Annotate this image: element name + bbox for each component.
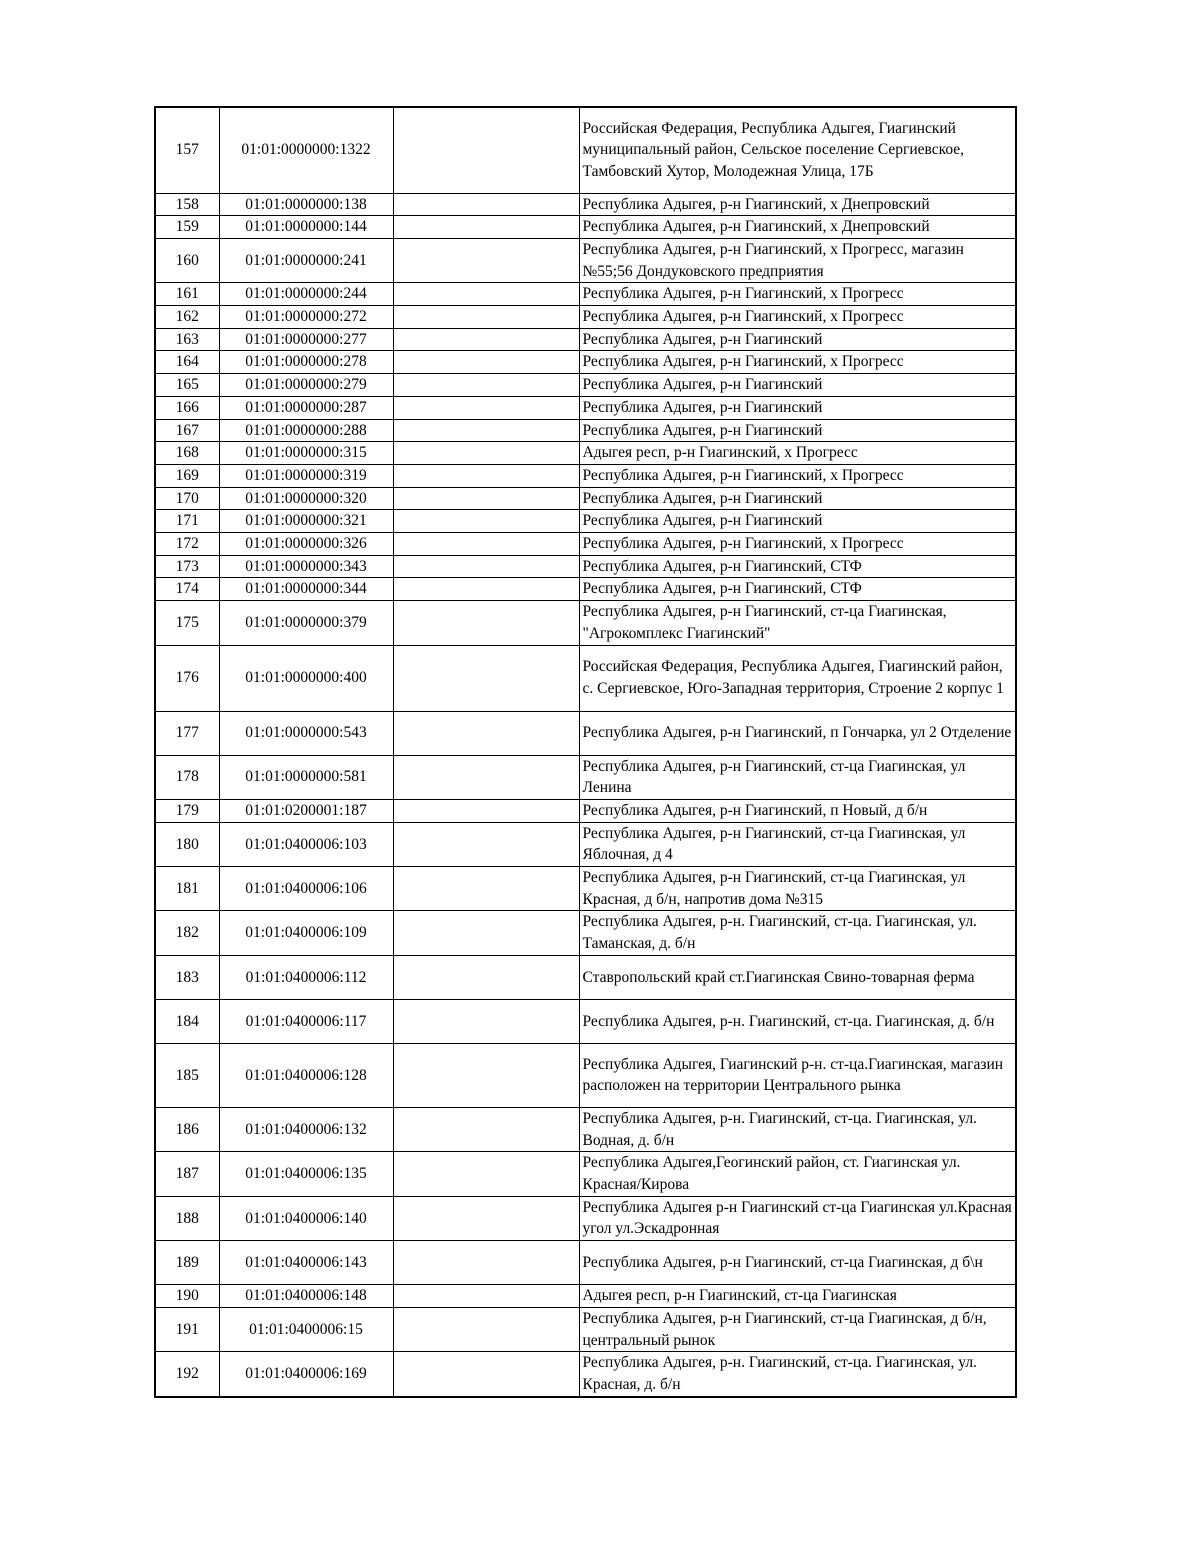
empty-cell [393, 464, 579, 487]
registry-table [154, 106, 1017, 1398]
table-row [155, 306, 1016, 329]
address-cell: Республика Адыгея, р-н Гиагинский, х Прогресс [579, 306, 1016, 329]
table-row [155, 193, 1016, 216]
address-cell: Республика Адыгея, р-н Гиагинский, х Днепровский [579, 216, 1016, 239]
address-cell: Республика Адыгея, р-н. Гиагинский, ст-ца. Гиагинская, ул. Таманская, д. б/н [579, 911, 1016, 955]
address-cell: Адыгея респ, р-н Гиагинский, ст-ца Гиагинская [579, 1285, 1016, 1308]
cadastral-number: 01:01:0000000:138 [219, 193, 393, 216]
row-number: 186 [155, 1107, 219, 1151]
address-cell: Республика Адыгея, р-н Гиагинский, х Прогресс [579, 464, 1016, 487]
address-cell: Российская Федерация, Республика Адыгея, Гиагинский район, с. Сергиевское, Юго-Западная территория, Строение 2 корпус 1 [579, 645, 1016, 711]
empty-cell [393, 419, 579, 442]
empty-cell [393, 1152, 579, 1196]
table-row [155, 419, 1016, 442]
address-cell: Республика Адыгея, р-н. Гиагинский, ст-ца. Гиагинская, ул. Водная, д. б/н [579, 1107, 1016, 1151]
cadastral-number: 01:01:0400006:148 [219, 1285, 393, 1308]
table-row [155, 328, 1016, 351]
row-number: 169 [155, 464, 219, 487]
empty-cell [393, 645, 579, 711]
address-cell: Республика Адыгея, р-н Гиагинский, п Гончарка, ул 2 Отделение [579, 711, 1016, 755]
empty-cell [393, 238, 579, 282]
row-number: 171 [155, 510, 219, 533]
address-cell: Республика Адыгея, р-н Гиагинский [579, 419, 1016, 442]
table-row [155, 799, 1016, 822]
table-row [155, 711, 1016, 755]
empty-cell [393, 1107, 579, 1151]
cadastral-number: 01:01:0400006:112 [219, 955, 393, 999]
cadastral-number: 01:01:0400006:106 [219, 867, 393, 911]
cadastral-number: 01:01:0400006:117 [219, 999, 393, 1043]
empty-cell [393, 999, 579, 1043]
cadastral-number: 01:01:0000000:320 [219, 487, 393, 510]
empty-cell [393, 955, 579, 999]
row-number: 176 [155, 645, 219, 711]
table-row [155, 955, 1016, 999]
empty-cell [393, 755, 579, 799]
table-row [155, 1043, 1016, 1107]
table-row [155, 1196, 1016, 1240]
empty-cell [393, 283, 579, 306]
empty-cell [393, 822, 579, 866]
table-row [155, 1107, 1016, 1151]
table-row [155, 1352, 1016, 1397]
empty-cell [393, 193, 579, 216]
address-cell: Республика Адыгея, р-н Гиагинский, х Днепровский [579, 193, 1016, 216]
address-cell: Республика Адыгея, р-н Гиагинский [579, 487, 1016, 510]
row-number: 165 [155, 374, 219, 397]
empty-cell [393, 601, 579, 645]
cadastral-number: 01:01:0000000:288 [219, 419, 393, 442]
address-cell: Республика Адыгея, р-н Гиагинский, ст-ца Гиагинская, ул Яблочная, д 4 [579, 822, 1016, 866]
empty-cell [393, 799, 579, 822]
cadastral-number: 01:01:0400006:135 [219, 1152, 393, 1196]
address-cell: Республика Адыгея, Гиагинский р-н. ст-ца.Гиагинская, магазин расположен на территории Центрального рынка [579, 1043, 1016, 1107]
cadastral-number: 01:01:0000000:400 [219, 645, 393, 711]
empty-cell [393, 1352, 579, 1397]
cadastral-number: 01:01:0400006:128 [219, 1043, 393, 1107]
address-cell: Ставропольский край ст.Гиагинская Свино-товарная ферма [579, 955, 1016, 999]
table-row [155, 578, 1016, 601]
address-cell: Республика Адыгея, р-н Гиагинский, х Прогресс [579, 351, 1016, 374]
row-number: 187 [155, 1152, 219, 1196]
empty-cell [393, 578, 579, 601]
address-cell: Республика Адыгея, р-н Гиагинский, х Прогресс, магазин №55;56 Дондуковского предприятия [579, 238, 1016, 282]
empty-cell [393, 396, 579, 419]
address-cell: Республика Адыгея, р-н Гиагинский, ст-ца Гиагинская, "Агрокомплекс Гиагинский" [579, 601, 1016, 645]
cadastral-number: 01:01:0000000:277 [219, 328, 393, 351]
table-row [155, 1285, 1016, 1308]
empty-cell [393, 1043, 579, 1107]
row-number: 158 [155, 193, 219, 216]
row-number: 168 [155, 442, 219, 465]
table-row [155, 1307, 1016, 1351]
empty-cell [393, 487, 579, 510]
table-row [155, 601, 1016, 645]
address-cell: Республика Адыгея, р-н Гиагинский, ст-ца Гиагинская, ул Красная, д б/н, напротив дома №315 [579, 867, 1016, 911]
row-number: 188 [155, 1196, 219, 1240]
cadastral-number: 01:01:0000000:287 [219, 396, 393, 419]
cadastral-number: 01:01:0000000:144 [219, 216, 393, 239]
empty-cell [393, 306, 579, 329]
table-row [155, 107, 1016, 193]
row-number: 173 [155, 555, 219, 578]
address-cell: Республика Адыгея,Геогинский район, ст. Гиагинская ул. Красная/Кирова [579, 1152, 1016, 1196]
cadastral-number: 01:01:0400006:143 [219, 1241, 393, 1285]
row-number: 161 [155, 283, 219, 306]
row-number: 184 [155, 999, 219, 1043]
empty-cell [393, 510, 579, 533]
cadastral-number: 01:01:0000000:326 [219, 533, 393, 556]
address-cell: Республика Адыгея, р-н. Гиагинский, ст-ца. Гиагинская, ул. Красная, д. б/н [579, 1352, 1016, 1397]
address-cell: Республика Адыгея, р-н Гиагинский, п Новый, д б/н [579, 799, 1016, 822]
cadastral-number: 01:01:0000000:543 [219, 711, 393, 755]
table-row [155, 374, 1016, 397]
row-number: 172 [155, 533, 219, 556]
address-cell: Республика Адыгея, р-н Гиагинский, ст-ца Гиагинская, д б\н [579, 1241, 1016, 1285]
empty-cell [393, 1196, 579, 1240]
table-row [155, 510, 1016, 533]
cadastral-number: 01:01:0400006:140 [219, 1196, 393, 1240]
row-number: 174 [155, 578, 219, 601]
row-number: 180 [155, 822, 219, 866]
cadastral-number: 01:01:0000000:279 [219, 374, 393, 397]
cadastral-number: 01:01:0000000:379 [219, 601, 393, 645]
cadastral-number: 01:01:0400006:103 [219, 822, 393, 866]
table-row [155, 351, 1016, 374]
cadastral-number: 01:01:0000000:272 [219, 306, 393, 329]
row-number: 175 [155, 601, 219, 645]
table-row [155, 755, 1016, 799]
row-number: 189 [155, 1241, 219, 1285]
row-number: 170 [155, 487, 219, 510]
table-row [155, 283, 1016, 306]
empty-cell [393, 351, 579, 374]
table-row [155, 238, 1016, 282]
row-number: 191 [155, 1307, 219, 1351]
address-cell: Республика Адыгея, р-н Гиагинский, х Прогресс [579, 283, 1016, 306]
row-number: 181 [155, 867, 219, 911]
cadastral-number: 01:01:0000000:581 [219, 755, 393, 799]
cadastral-number: 01:01:0000000:1322 [219, 107, 393, 193]
cadastral-number: 01:01:0000000:244 [219, 283, 393, 306]
table-row [155, 487, 1016, 510]
row-number: 192 [155, 1352, 219, 1397]
row-number: 182 [155, 911, 219, 955]
cadastral-number: 01:01:0400006:15 [219, 1307, 393, 1351]
cadastral-number: 01:01:0000000:321 [219, 510, 393, 533]
cadastral-number: 01:01:0000000:315 [219, 442, 393, 465]
table-row [155, 645, 1016, 711]
table-row [155, 999, 1016, 1043]
empty-cell [393, 1285, 579, 1308]
cadastral-number: 01:01:0400006:132 [219, 1107, 393, 1151]
row-number: 190 [155, 1285, 219, 1308]
empty-cell [393, 711, 579, 755]
table-row [155, 867, 1016, 911]
row-number: 167 [155, 419, 219, 442]
table-row [155, 1152, 1016, 1196]
address-cell: Республика Адыгея, р-н. Гиагинский, ст-ца. Гиагинская, д. б/н [579, 999, 1016, 1043]
address-cell: Республика Адыгея р-н Гиагинский ст-ца Гиагинская ул.Красная угол ул.Эскадронная [579, 1196, 1016, 1240]
address-cell: Российская Федерация, Республика Адыгея, Гиагинский муниципальный район, Сельское поселение Сергиевское, Тамбовский Хутор, Молодежная Улица, 17Б [579, 107, 1016, 193]
cadastral-number: 01:01:0000000:343 [219, 555, 393, 578]
row-number: 185 [155, 1043, 219, 1107]
row-number: 166 [155, 396, 219, 419]
row-number: 177 [155, 711, 219, 755]
address-cell: Республика Адыгея, р-н Гиагинский [579, 510, 1016, 533]
empty-cell [393, 1241, 579, 1285]
address-cell: Республика Адыгея, р-н Гиагинский, СТФ [579, 555, 1016, 578]
table-row [155, 396, 1016, 419]
address-cell: Республика Адыгея, р-н Гиагинский [579, 374, 1016, 397]
empty-cell [393, 442, 579, 465]
empty-cell [393, 533, 579, 556]
row-number: 178 [155, 755, 219, 799]
cadastral-number: 01:01:0000000:241 [219, 238, 393, 282]
cadastral-number: 01:01:0400006:169 [219, 1352, 393, 1397]
address-cell: Республика Адыгея, р-н Гиагинский, ст-ца Гиагинская, д б/н, центральный рынок [579, 1307, 1016, 1351]
cadastral-number: 01:01:0000000:319 [219, 464, 393, 487]
address-cell: Республика Адыгея, р-н Гиагинский, ст-ца Гиагинская, ул Ленина [579, 755, 1016, 799]
address-cell: Республика Адыгея, р-н Гиагинский [579, 396, 1016, 419]
empty-cell [393, 328, 579, 351]
empty-cell [393, 1307, 579, 1351]
table-row [155, 822, 1016, 866]
row-number: 183 [155, 955, 219, 999]
row-number: 162 [155, 306, 219, 329]
row-number: 157 [155, 107, 219, 193]
address-cell: Республика Адыгея, р-н Гиагинский, СТФ [579, 578, 1016, 601]
row-number: 179 [155, 799, 219, 822]
empty-cell [393, 555, 579, 578]
empty-cell [393, 374, 579, 397]
row-number: 160 [155, 238, 219, 282]
table-row [155, 533, 1016, 556]
cadastral-number: 01:01:0200001:187 [219, 799, 393, 822]
table-row [155, 216, 1016, 239]
address-cell: Адыгея респ, р-н Гиагинский, х Прогресс [579, 442, 1016, 465]
cadastral-number: 01:01:0000000:278 [219, 351, 393, 374]
address-cell: Республика Адыгея, р-н Гиагинский, х Прогресс [579, 533, 1016, 556]
empty-cell [393, 107, 579, 193]
row-number: 164 [155, 351, 219, 374]
registry-table-body [155, 107, 1016, 1397]
table-row [155, 442, 1016, 465]
address-cell: Республика Адыгея, р-н Гиагинский [579, 328, 1016, 351]
row-number: 159 [155, 216, 219, 239]
table-row [155, 464, 1016, 487]
table-row [155, 555, 1016, 578]
empty-cell [393, 911, 579, 955]
table-row [155, 1241, 1016, 1285]
empty-cell [393, 216, 579, 239]
cadastral-number: 01:01:0000000:344 [219, 578, 393, 601]
table-row [155, 911, 1016, 955]
row-number: 163 [155, 328, 219, 351]
empty-cell [393, 867, 579, 911]
cadastral-number: 01:01:0400006:109 [219, 911, 393, 955]
